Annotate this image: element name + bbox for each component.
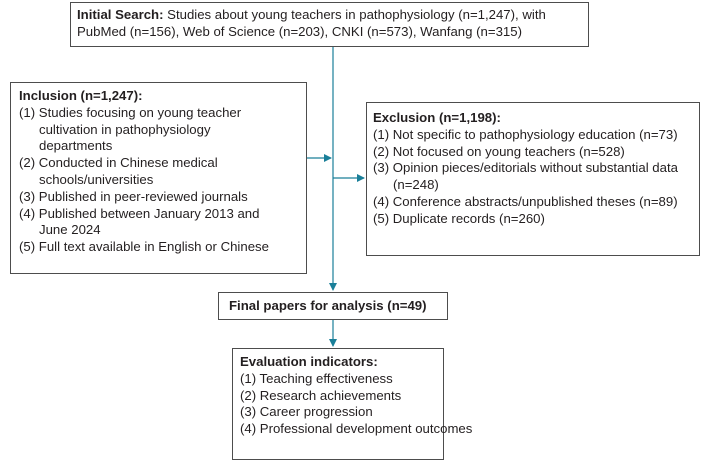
inclusion-title: Inclusion (n=1,247):: [19, 88, 143, 103]
inclusion-criteria-box: [10, 82, 307, 274]
search-label: Initial Search:: [77, 7, 164, 22]
inclusion-item: (4) Published between January 2013 and: [19, 205, 260, 221]
search-line-1: Studies about young teachers in pathophysiology (n=1,247), with: [167, 7, 546, 22]
inclusion-item-cont: June 2024: [39, 222, 101, 238]
inclusion-item: (3) Published in peer-reviewed journals: [19, 188, 248, 204]
evaluation-item: (1) Teaching effectiveness: [240, 370, 393, 386]
exclusion-item: (5) Duplicate records (n=260): [373, 210, 545, 226]
final-papers-box: [218, 292, 448, 320]
evaluation-item: (4) Professional development outcomes: [240, 421, 473, 437]
evaluation-indicators-box: [232, 348, 473, 460]
inclusion-item-cont: departments: [39, 138, 113, 154]
exclusion-title: Exclusion (n=1,198):: [373, 110, 501, 125]
exclusion-criteria-box: [366, 102, 700, 256]
exclusion-item-cont: (n=248): [393, 177, 439, 193]
exclusion-item: (4) Conference abstracts/unpublished theses (n=89): [373, 193, 678, 209]
evaluation-title: Evaluation indicators:: [240, 354, 378, 369]
inclusion-item-cont: schools/universities: [39, 171, 154, 187]
inclusion-item: (5) Full text available in English or Chinese: [19, 239, 269, 255]
inclusion-item: (2) Conducted in Chinese medical: [19, 155, 218, 171]
inclusion-item-cont: cultivation in pathophysiology: [39, 121, 211, 137]
evaluation-item: (2) Research achievements: [240, 387, 402, 403]
inclusion-item: (1) Studies focusing on young teacher: [19, 104, 242, 120]
exclusion-item: (1) Not specific to pathophysiology education (n=73): [373, 126, 678, 142]
search-line-2: PubMed (n=156), Web of Science (n=203), CNKI (n=573), Wanfang (n=315): [77, 23, 522, 39]
final-label: Final papers for analysis (n=49): [229, 298, 427, 313]
evaluation-item: (3) Career progression: [240, 404, 373, 420]
exclusion-item: (3) Opinion pieces/editorials without substantial data: [373, 160, 678, 176]
exclusion-item: (2) Not focused on young teachers (n=528): [373, 143, 625, 159]
initial-search-box: [70, 2, 589, 47]
